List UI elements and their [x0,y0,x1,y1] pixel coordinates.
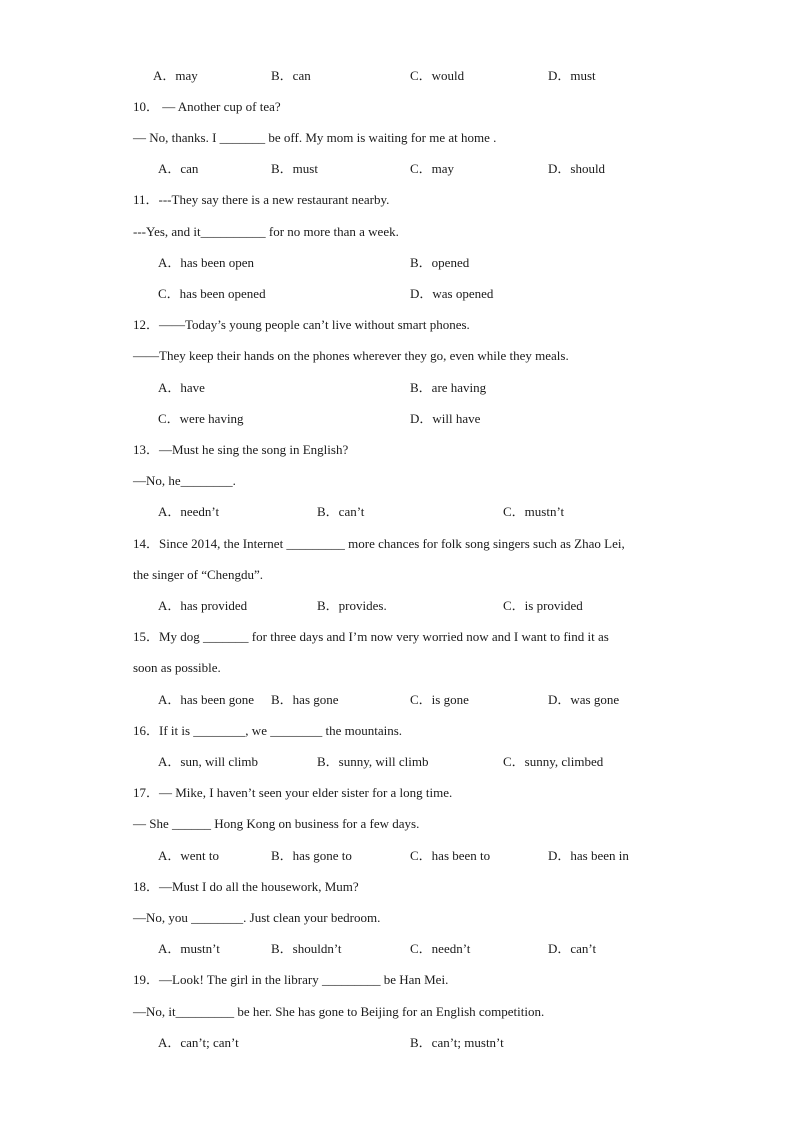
answer-option-q14: B．provides. [317,598,387,613]
answer-option-q11: D．was opened [410,286,494,301]
answer-option-q15: D．was gone [548,692,620,707]
answer-option-q10: A．can [158,161,199,176]
answer-option-q17: A．went to [158,848,220,863]
answer-option-q16: A．sun, will climb [158,754,259,769]
question-stem-q11: 11．---They say there is a new restaurant nearby. [133,192,390,207]
question-stem-q14: 14．Since 2014, the Internet _________ more chances for folk song singers such as Zhao Lei, [133,536,625,551]
answer-option-q17: D．has been in [548,848,629,863]
answer-option-q9_tail: B．can [271,68,311,83]
answer-option-q13: A．needn’t [158,504,220,519]
answer-option-q11: A．has been open [158,255,255,270]
answer-option-q10: C．may [410,161,455,176]
answer-option-q10: B．must [271,161,318,176]
question-line-q13: —No, he________. [133,473,236,488]
answer-option-q16: B．sunny, will climb [317,754,429,769]
question-line-q11: ---Yes, and it__________ for no more than a week. [133,224,399,239]
answer-option-q15: C．is gone [410,692,469,707]
answer-option-q19: B．can’t; mustn’t [410,1035,504,1050]
answer-option-q18: B．shouldn’t [271,941,342,956]
answer-option-q15: B．has gone [271,692,339,707]
answer-option-q11: C．has been opened [158,286,266,301]
question-line-q18: —No, you ________. Just clean your bedroom. [133,910,381,925]
answer-option-q15: A．has been gone [158,692,255,707]
answer-option-q18: C．needn’t [410,941,471,956]
answer-option-q13: B．can’t [317,504,365,519]
question-line-q12: ——They keep their hands on the phones wherever they go, even while they meals. [133,348,569,363]
question-stem-q17: 17．— Mike, I haven’t seen your elder sister for a long time. [133,785,453,800]
answer-option-q17: B．has gone to [271,848,352,863]
answer-option-q14: A．has provided [158,598,248,613]
question-stem-q10: 10． — Another cup of tea? [133,99,281,114]
answer-option-q19: A．can’t; can’t [158,1035,239,1050]
answer-option-q10: D．should [548,161,606,176]
answer-option-q14: C．is provided [503,598,583,613]
question-stem-q16: 16．If it is ________, we ________ the mountains. [133,723,403,738]
answer-option-q9_tail: C．would [410,68,465,83]
answer-option-q17: C．has been to [410,848,491,863]
question-stem-q18: 18．—Must I do all the housework, Mum? [133,879,359,894]
answer-option-q13: C．mustn’t [503,504,565,519]
question-line-q15: soon as possible. [133,660,221,675]
answer-option-q9_tail: D．must [548,68,596,83]
answer-option-q16: C．sunny, climbed [503,754,604,769]
question-line-q19: —No, it_________ be her. She has gone to Beijing for an English competition. [133,1004,545,1019]
answer-option-q11: B．opened [410,255,470,270]
question-stem-q12: 12．——Today’s young people can’t live without smart phones. [133,317,470,332]
answer-option-q12: B．are having [410,380,487,395]
question-line-q17: — She ______ Hong Kong on business for a few days. [133,816,420,831]
answer-option-q12: A．have [158,380,205,395]
answer-option-q18: A．mustn’t [158,941,220,956]
answer-option-q9_tail: A．may [153,68,198,83]
question-stem-q19: 19．—Look! The girl in the library _________ be Han Mei. [133,972,449,987]
question-line-q14: the singer of “Chengdu”. [133,567,263,582]
answer-option-q12: D．will have [410,411,481,426]
question-line-q10: — No, thanks. I _______ be off. My mom is waiting for me at home . [133,130,497,145]
answer-option-q18: D．can’t [548,941,597,956]
question-stem-q15: 15．My dog _______ for three days and I’m now very worried now and I want to find it as [133,629,609,644]
question-stem-q13: 13．—Must he sing the song in English? [133,442,349,457]
answer-option-q12: C．were having [158,411,244,426]
